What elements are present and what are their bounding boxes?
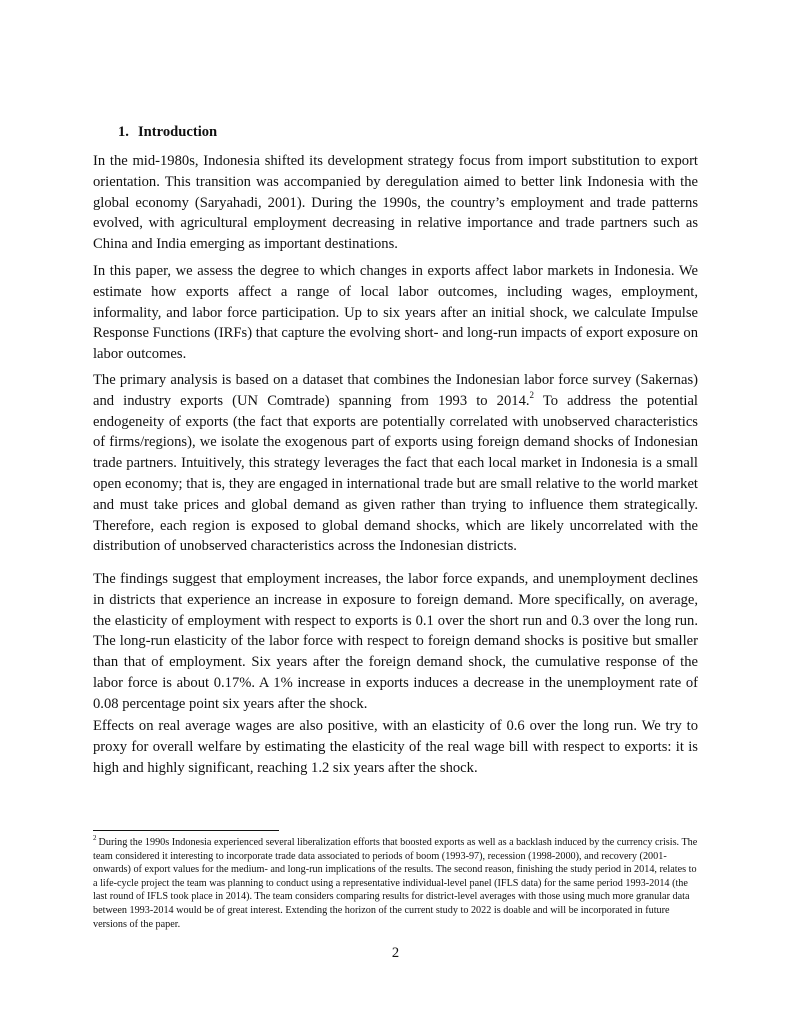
footnote-marker: 2	[93, 833, 97, 842]
page-number: 2	[391, 945, 400, 961]
footnote-reference[interactable]: 2	[529, 389, 535, 400]
body-paragraph-3	[93, 370, 698, 557]
section-heading	[118, 122, 217, 142]
body-paragraph-4: The findings suggest that employment increases, the labor force expands, and unemployment declines in districts that experience an increase in exposure to foreign demand. More specifically, on average, the elasticity of employment with respect to exports is 0.1 over the short run and 0.3 over the long run. The long-run elasticity of the labor force with respect to foreign demand shocks is positive but smaller than that of employment. Six years after the foreign demand shock, the cumulative response of the labor force is about 0.17%. A 1% increase in exports induces a decrease in the unemployment rate of 0.08 percentage point six years after the shock.	[93, 571, 698, 712]
body-paragraph-5: Effects on real average wages are also positive, with an elasticity of 0.6 over the long run. We try to proxy for overall welfare by estimating the elasticity of the real wage bill with respect to exports: it is high and highly significant, reaching 1.2 six years after the shock.	[93, 718, 698, 776]
paragraph-3-text-before-ref: The primary analysis is based on a dataset that combines the Indonesian labor force survey (Sakernas) and industry exports (UN Comtrade) spanning from 1993 to 2014.	[93, 372, 698, 409]
footnote	[93, 833, 698, 931]
paragraph-3-text-after-ref: To address the potential endogeneity of exports (the fact that exports are potentially correlated with unobserved characteristics of firms/regions), we isolate the exogenous part of exports using foreign demand shocks of Indonesian trade partners. Intuitively, this strategy leverages the fact that each local market in Indonesia is a small open economy; that is, they are engaged in international trade but are small relative to the world market and must take prices and global demand as given rather than trying to influence them strategically. Therefore, each region is exposed to global demand shocks, which are likely uncorrelated with the distribution of unobserved characteristics across the Indonesian districts.	[93, 392, 698, 555]
footnote-separator	[93, 830, 279, 831]
body-paragraph-2: In this paper, we assess the degree to which changes in exports affect labor markets in Indonesia. We estimate how exports affect a range of local labor outcomes, including wages, employment, informality, and labor force participation. Up to six years after an initial shock, we calculate Impulse Response Functions (IRFs) that capture the evolving short- and long-run impacts of export exposure on labor outcomes.	[93, 263, 698, 363]
footnote-text: During the 1990s Indonesia experienced several liberalization efforts that boosted exports as well as a backlash induced by the currency crisis. The team considered it interesting to incorporate trade data associated to periods of boom (1993-97), recession (1998-2000), and recovery (2001-onwards) of export values for the medium- and long-run implications of the results. The second reason, finishing the study period in 2014, relates to a life-cycle project the team was planning to conduct using a representative individual-level panel (IFLS data) for the same period 1993-2014 (the last round of IFLS took place in 2014). The team considers comparing results for district-level averages with those using much more granular data between 1993-2014 would be of great interest. Extending the horizon of the current study to 2022 is doable and will be incorporated in future versions of the paper.	[93, 837, 698, 930]
section-number: 1.	[118, 124, 129, 140]
section-title: Introduction	[137, 124, 218, 140]
body-paragraph-1: In the mid-1980s, Indonesia shifted its development strategy focus from import substitution to export orientation. This transition was accompanied by deregulation aimed to better link Indonesia with the global economy (Saryahadi, 2001). During the 1990s, the country’s employment and trade patterns evolved, with agricultural employment decreasing in relative importance and trade partners such as China and India emerging as important destinations.	[93, 153, 698, 253]
